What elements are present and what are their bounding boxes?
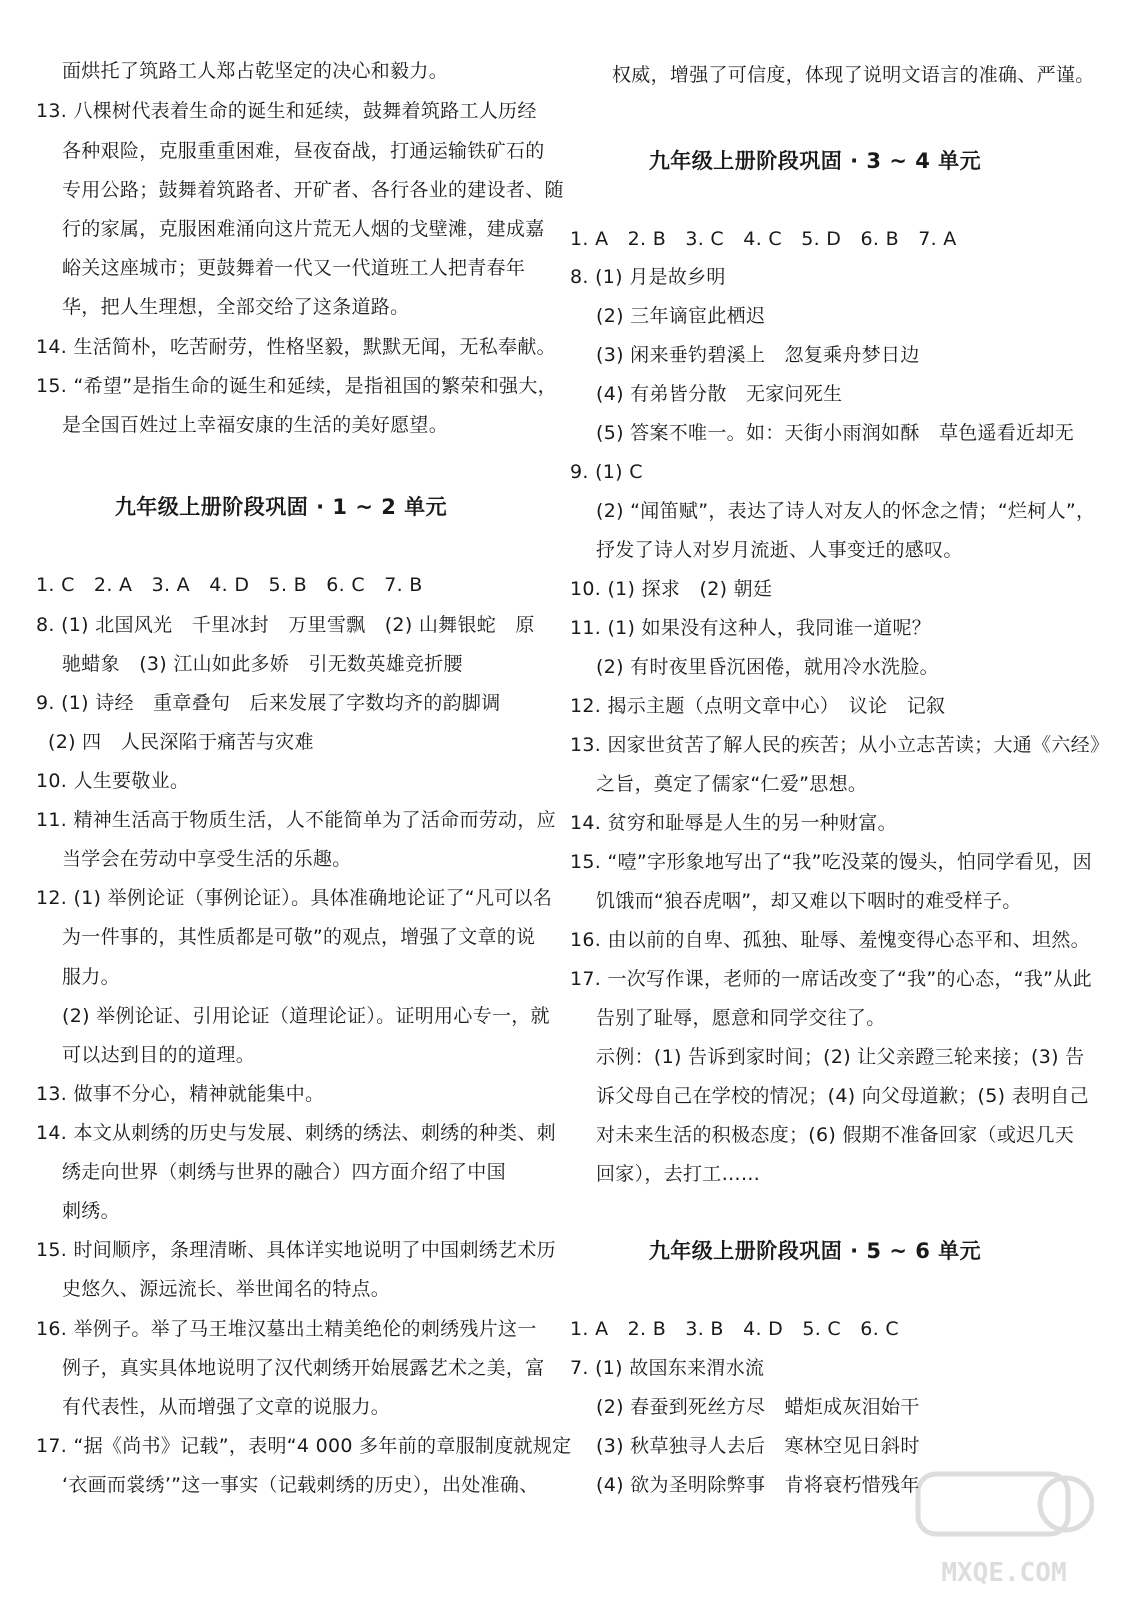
answer-line: 12. 揭示主题（点明文章中心） 议论 记叙: [570, 695, 946, 717]
answer-line: (3) 闲来垂钓碧溪上 忽复乘舟梦日边: [596, 344, 920, 366]
answer-line: 16. 举例子。举了马王堆汉墓出土精美绝伦的刺绣残片这一: [36, 1318, 537, 1340]
answer-line: 峪关这座城市；更鼓舞着一代又一代道班工人把青春年: [62, 257, 526, 279]
answer-line: 1. C 2. A 3. A 4. D 5. B 6. C 7. B: [36, 574, 423, 596]
answer-line: 10. (1) 探求 (2) 朝廷: [570, 578, 773, 600]
watermark-badge-icon: [914, 1468, 1094, 1548]
answer-line: 绣走向世界（刺绣与世界的融合）四方面介绍了中国: [62, 1161, 506, 1183]
answer-line: 16. 由以前的自卑、孤独、耻辱、羞愧变得心态平和、坦然。: [570, 929, 1090, 951]
answer-line: 是全国百姓过上幸福安康的生活的美好愿望。: [62, 414, 449, 436]
answer-line: 10. 人生要敬业。: [36, 770, 190, 792]
answer-line: (5) 答案不唯一。如：天街小雨润如酥 草色遥看近却无: [596, 422, 1075, 444]
answer-line: 7. (1) 故国东来渭水流: [570, 1357, 765, 1379]
answer-line: (2) 举例论证、引用论证（道理论证）。证明用心专一，就: [62, 1005, 550, 1027]
answer-line: 14. 生活简朴，吃苦耐劳，性格坚毅，默默无闻，无私奉献。: [36, 336, 556, 358]
answer-line: 8. (1) 北国风光 千里冰封 万里雪飘 (2) 山舞银蛇 原: [36, 614, 535, 636]
answer-line: 9. (1) 诗经 重章叠句 后来发展了字数均齐的韵脚调: [36, 692, 501, 714]
answer-line: 11. 精神生活高于物质生活，人不能简单为了活命而劳动，应: [36, 809, 556, 831]
answer-line: 13. 因家世贫苦了解人民的疾苦；从小立志苦读；大通《六经》: [570, 734, 1110, 756]
answer-line: 12. (1) 举例论证（事例论证）。具体准确地论证了“凡可以名: [36, 887, 553, 909]
answer-line: (2) “闻笛赋”，表达了诗人对友人的怀念之情；“烂柯人”，: [596, 500, 1096, 522]
answer-line: 8. (1) 月是故乡明: [570, 266, 726, 288]
answer-line: 抒发了诗人对岁月流逝、人事变迁的感叹。: [596, 539, 963, 561]
answer-line: 饥饿而“狼吞虎咽”，却又难以下咽时的难受样子。: [596, 890, 1022, 912]
answer-line: (2) 有时夜里昏沉困倦，就用冷水洗脸。: [596, 656, 939, 678]
answer-line: (4) 有弟皆分散 无家问死生: [596, 383, 843, 405]
answer-line: (3) 秋草独寻人去后 寒林空见日斜时: [596, 1435, 920, 1457]
answer-line: 示例：(1) 告诉到家时间；(2) 让父亲蹬三轮来接；(3) 告: [596, 1046, 1085, 1068]
answer-line: 13. 做事不分心，精神就能集中。: [36, 1083, 325, 1105]
answer-line: 1. A 2. B 3. C 4. C 5. D 6. B 7. A: [570, 228, 957, 250]
answer-line: (2) 四 人民深陷于痛苦与灾难: [48, 731, 314, 753]
answer-line: 例子，真实具体地说明了汉代刺绣开始展露艺术之美，富: [62, 1357, 545, 1379]
answer-line: 诉父母自己在学校的情况；(4) 向父母道歉；(5) 表明自己: [596, 1085, 1089, 1107]
answer-line: 为一件事的，其性质都是可敬”的观点，增强了文章的说: [62, 926, 536, 948]
answer-line: 15. 时间顺序，条理清晰、具体详实地说明了中国刺绣艺术历: [36, 1239, 556, 1261]
answer-line: 回家），去打工……: [596, 1163, 761, 1185]
answer-line: 史悠久、源远流长、举世闻名的特点。: [62, 1278, 391, 1300]
answer-line: (4) 欲为圣明除弊事 肯将衰朽惜残年: [596, 1474, 920, 1496]
answer-line: 专用公路；鼓舞着筑路者、开矿者、各行各业的建设者、随: [62, 179, 564, 201]
answer-line: 之旨，奠定了儒家“仁爱”思想。: [596, 773, 868, 795]
answer-line: 服力。: [62, 966, 120, 988]
answer-line: 13. 八棵树代表着生命的诞生和延续，鼓舞着筑路工人历经: [36, 100, 537, 122]
answer-line: 告别了耻辱，愿意和同学交往了。: [596, 1007, 886, 1029]
answer-line: (2) 三年谪宦此栖迟: [596, 305, 766, 327]
answer-line: 14. 贫穷和耻辱是人生的另一种财富。: [570, 812, 897, 834]
answer-line: 9. (1) C: [570, 461, 643, 483]
answer-line: 14. 本文从刺绣的历史与发展、刺绣的绣法、刺绣的种类、刺: [36, 1122, 556, 1144]
answer-line: 行的家属，克服困难涌向这片荒无人烟的戈壁滩，建成嘉: [62, 218, 545, 240]
section-heading: 九年级上册阶段巩固 · 5 ~ 6 单元: [648, 1239, 982, 1263]
answer-line: (2) 春蚕到死丝方尽 蜡炬成灰泪始干: [596, 1396, 920, 1418]
answer-line: ‘衣画而裳绣’”这一事实（记载刺绣的历史），出处准确、: [62, 1474, 539, 1496]
answer-line: 15. “希望”是指生命的诞生和延续，是指祖国的繁荣和强大，: [36, 375, 557, 397]
answer-line: 对未来生活的积极态度；(6) 假期不准备回家（或迟几天: [596, 1124, 1075, 1146]
answer-line: 11. (1) 如果没有这种人，我同谁一道呢？: [570, 617, 932, 639]
answer-line: 权威，增强了可信度，体现了说明文语言的准确、严谨。: [612, 64, 1095, 86]
answer-line: 17. 一次写作课，老师的一席话改变了“我”的心态，“我”从此: [570, 968, 1092, 990]
answer-line: 可以达到目的的道理。: [62, 1044, 256, 1066]
section-heading: 九年级上册阶段巩固 · 1 ~ 2 单元: [114, 495, 448, 519]
answer-line: 15. “噎”字形象地写出了“我”吃没菜的馒头，怕同学看见，因: [570, 851, 1092, 873]
answer-line: 刺绣。: [62, 1200, 120, 1222]
watermark-site: MXQE.COM: [941, 1558, 1067, 1588]
watermark-logo: [914, 1468, 1094, 1588]
answer-line: 各种艰险，克服重重困难，昼夜奋战，打通运输铁矿石的: [62, 140, 545, 162]
answer-line: 当学会在劳动中享受生活的乐趣。: [62, 848, 352, 870]
section-heading: 九年级上册阶段巩固 · 3 ~ 4 单元: [648, 149, 982, 173]
answer-line: 驰蜡象 (3) 江山如此多娇 引无数英雄竞折腰: [62, 653, 463, 675]
answer-line: 17. “据《尚书》记载”，表明“4 000 多年前的章服制度就规定: [36, 1435, 572, 1457]
answer-line: 1. A 2. B 3. B 4. D 5. C 6. C: [570, 1318, 899, 1340]
answer-line: 华，把人生理想，全部交给了这条道路。: [62, 296, 410, 318]
answer-line: 有代表性，从而增强了文章的说服力。: [62, 1396, 391, 1418]
answer-line: 面烘托了筑路工人郑占乾坚定的决心和毅力。: [62, 60, 449, 82]
